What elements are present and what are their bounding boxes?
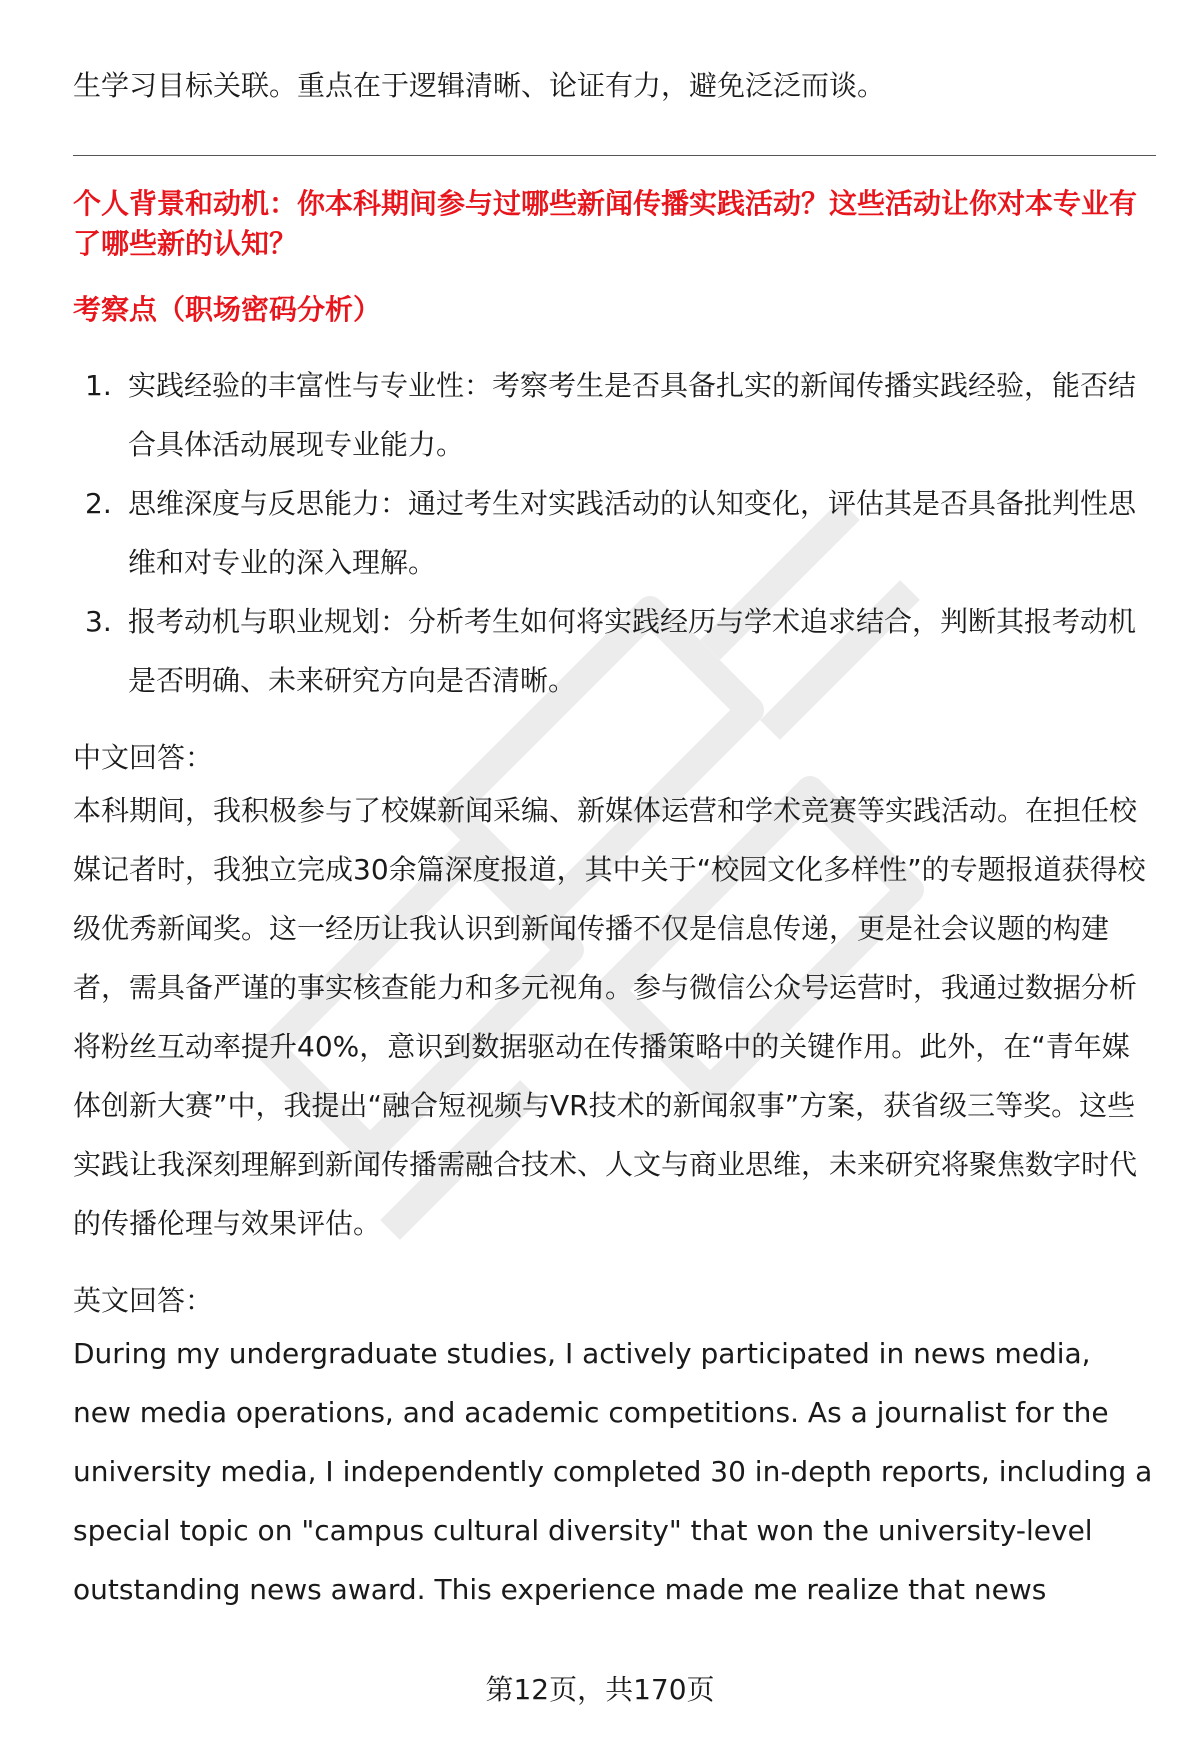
list-item-number: 3. bbox=[85, 605, 112, 638]
en-answer-label: 英文回答： bbox=[73, 1284, 214, 1317]
list-item bbox=[73, 592, 1153, 710]
list-item bbox=[73, 356, 1153, 474]
page-number-footer: 第12页，共170页 bbox=[485, 1673, 715, 1706]
cn-answer-text: 本科期间，我积极参与了校媒新闻采编、新媒体运营和学术竞赛等实践活动。在担任校媒记者时，我独立完成30余篇深度报道，其中关于“校园文化多样性”的专题报道获得校级优秀新闻奖。这一经历让我认识到新闻传播不仅是信息传递，更是社会议题的构建者，需具备严谨的事实核查能力和多元视角。参与微信公众号运营时，我通过数据分析将粉丝互动率提升40%，意识到数据驱动在传播策略中的关键作用。此外，在“青年媒体创新大赛”中，我提出“融合短视频与VR技术的新闻叙事”方案，获省级三等奖。这些实践让我深刻理解到新闻传播需融合技术、人文与商业思维，未来研究将聚焦数字时代的传播伦理与效果评估。 bbox=[73, 794, 1146, 1240]
list-item-number: 2. bbox=[85, 487, 112, 520]
list-item-text: 报考动机与职业规划：分析考生如何将实践经历与学术追求结合，判断其报考动机是否明确、未来研究方向是否清晰。 bbox=[128, 605, 1137, 697]
section-divider bbox=[73, 155, 1156, 156]
page-content bbox=[73, 56, 1153, 1619]
list-item-text: 思维深度与反思能力：通过考生对实践活动的认知变化，评估其是否具备批判性思维和对专业的深入理解。 bbox=[128, 487, 1137, 579]
en-answer-text: During my undergraduate studies, I actively participated in news media, new media operations, and academic competitions. As a journalist for the university media, I independently completed 30 in-depth reports, including a special topic on "campus cultural diversity" that won the university-level outstanding news award. This experience made me realize that news bbox=[73, 1337, 1153, 1606]
cn-answer-label: 中文回答： bbox=[73, 741, 214, 774]
points-list bbox=[73, 356, 1153, 710]
list-item-number: 1. bbox=[85, 369, 112, 402]
list-item-text: 实践经验的丰富性与专业性：考察考生是否具备扎实的新闻传播实践经验，能否结合具体活动展现专业能力。 bbox=[128, 369, 1137, 461]
question-heading: 个人背景和动机：你本科期间参与过哪些新闻传播实践活动？这些活动让你对本专业有了哪些新的认知？ bbox=[73, 187, 1138, 260]
points-title: 考察点（职场密码分析） bbox=[73, 293, 382, 326]
intro-tail-text: 生学习目标关联。重点在于逻辑清晰、论证有力，避免泛泛而谈。 bbox=[73, 69, 886, 102]
list-item bbox=[73, 474, 1153, 592]
